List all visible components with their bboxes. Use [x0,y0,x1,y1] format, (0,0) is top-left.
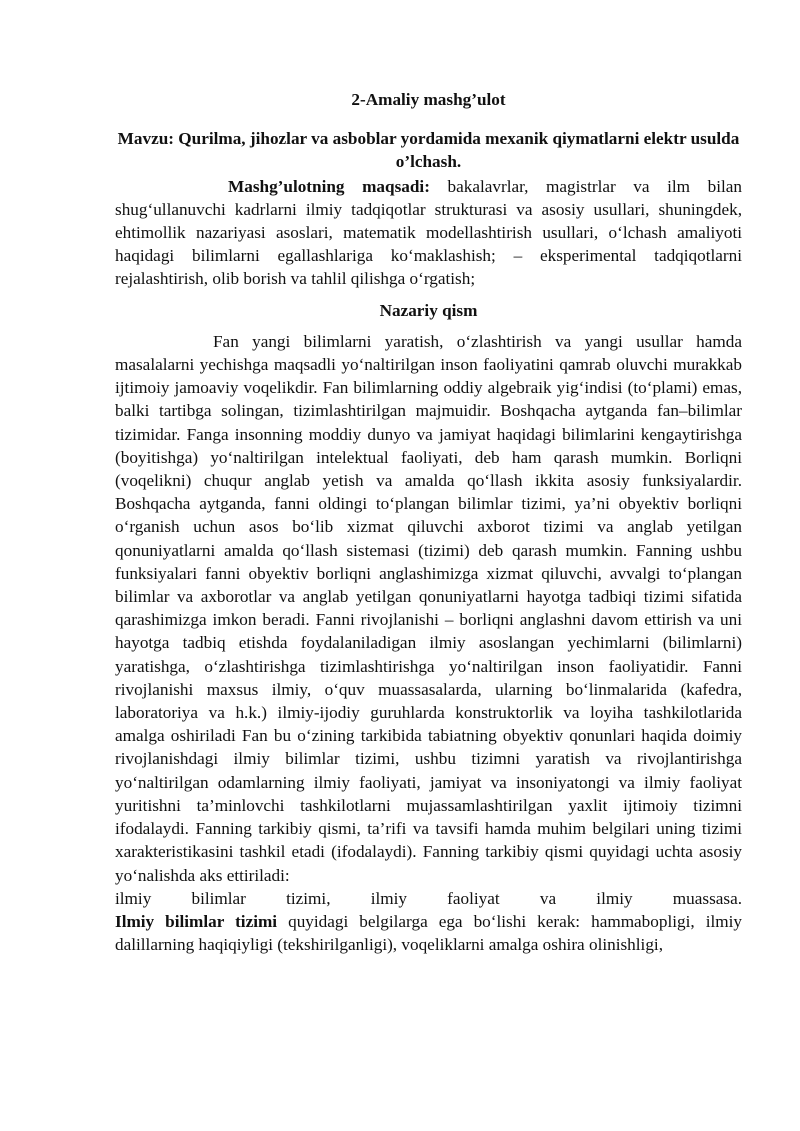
goal-label: Mashg’ulotning maqsadi: [228,176,430,196]
knowledge-text: quyidagi belgilarga ega bo‘lishi kerak: hammabopligi, ilmiy dalillarning haqiqiyligi (tekshirilganligi), voqeliklarni amalga oshira olinishligi, [115,911,742,955]
goal-paragraph [115,175,742,291]
document-page [115,88,742,956]
topic-heading: Mavzu: Qurilma, jihozlar va asboblar yordamida mexanik qiymatlarni elektr usulda o’lchash. [117,129,740,172]
knowledge-paragraph [115,910,742,956]
components-line: ilmiy bilimlar tizimi, ilmiy faoliyat va ilmiy muassasa. [115,888,742,908]
theory-paragraph: Fan yangi bilimlarni yaratish, o‘zlashtirish va yangi usullar hamda masalalarni yechishga maqsadli yo‘naltirilgan inson faoliyatini qamrab oluvchi murakkab ijtimoiy jamoaviy voqelikdir. Fan bilimlarning oddiy algebraik yig‘indisi (to‘plami) emas, balki tartibga solingan, tizimlashtirilgan majmuidir. Boshqacha aytganda fan–bilimlar tizimidar. Fanga insonning moddiy dunyo va jamiyat haqidagi bilimlarini kengaytirishga (boyitishga) yo‘naltirilgan intelektual faoliyati, deb ham qarash mumkin. Borliqni (voqelikni) chuqur anglab yetish va amalda qo‘llash ikkita asosiy funksiyalardir. Boshqacha aytganda, fanni oldingi to‘plangan bilimlar tizimi, ya’ni obyektiv borliqni o‘rganish uchun asos bo‘lib xizmat qiluvchi axborot tizimi va anglab yetilgan qonuniyatlarni amalda qo‘llash sistemasi (tizimi) deb qarash mumkin. Fanning ushbu funksiyalari fanni obyektiv borliqni anglashimizga xizmat qiluvchi, avvalgi to‘plangan bilimlar va axborotlar va anglab yetilgan qonuniyatlarni hayotga tadbiqi tizimi sifatida qarashimizga imkon beradi. Fanni rivojlanishi – borliqni anglashni davom ettirish va uni hayotga tadbiq etishda foydalaniladigan ilmiy asoslangan yechimlarni (bilimlarni) yaratishga, o‘zlashtirishga tizimlashtirishga yo‘naltirilgan inson faoliyatidir. Fanni rivojlanishi maxsus ilmiy, o‘quv muassasalarda, ularning bo‘linmalarida (kafedra, laboratoriya va h.k.) ilmiy-ijodiy guruhlarda konstruktorlik va loyiha tashkilotlarida amalga oshiriladi Fan bu o‘zining tarkibida tabiatning obyektiv qonunlari haqida doimiy rivojlanishdagi ilmiy bilimlar tizimi, ushbu tizimni yaratish va rivojlantirishga yo‘naltirilgan odamlarning ilmiy faoliyati, jamiyat va insoniyatongi va ilmiy faoliyat yuritishni ta’minlovchi tashkilotlarni mujassamlashtirilgan yaxlit ijtimoiy tizimni ifodalaydi. Fanning tarkibiy qismi, ta’rifi va tavsifi hamda muhim belgilari uning tizimi xarakteristikasini tashkil etadi (ifodalaydi). Fanning tarkibiy qismi quyidagi uchta asosiy yo‘nalishda aks ettiriladi: [115,331,742,885]
knowledge-label: Ilmiy bilimlar tizimi [115,911,278,931]
document-title: 2-Amaliy mashg’ulot [351,90,506,109]
section-title: Nazariy qism [379,300,478,320]
goal-text: bakalavrlar, magistrlar va ilm bilan shug‘ullanuvchi kadrlarni ilmiy tadqiqotlar strukturasi va asosiy usullari, shuningdek, ehtimollik nazariyasi asoslari, matematik modellashtirish usullari, o‘lchash amaliyoti haqidagi bilimlarni egallashlariga ko‘maklashish; – eksperimental tadqiqotlarni rejalashtirish, olib borish va tahlil qilishga o‘rgatish; [115,176,742,289]
